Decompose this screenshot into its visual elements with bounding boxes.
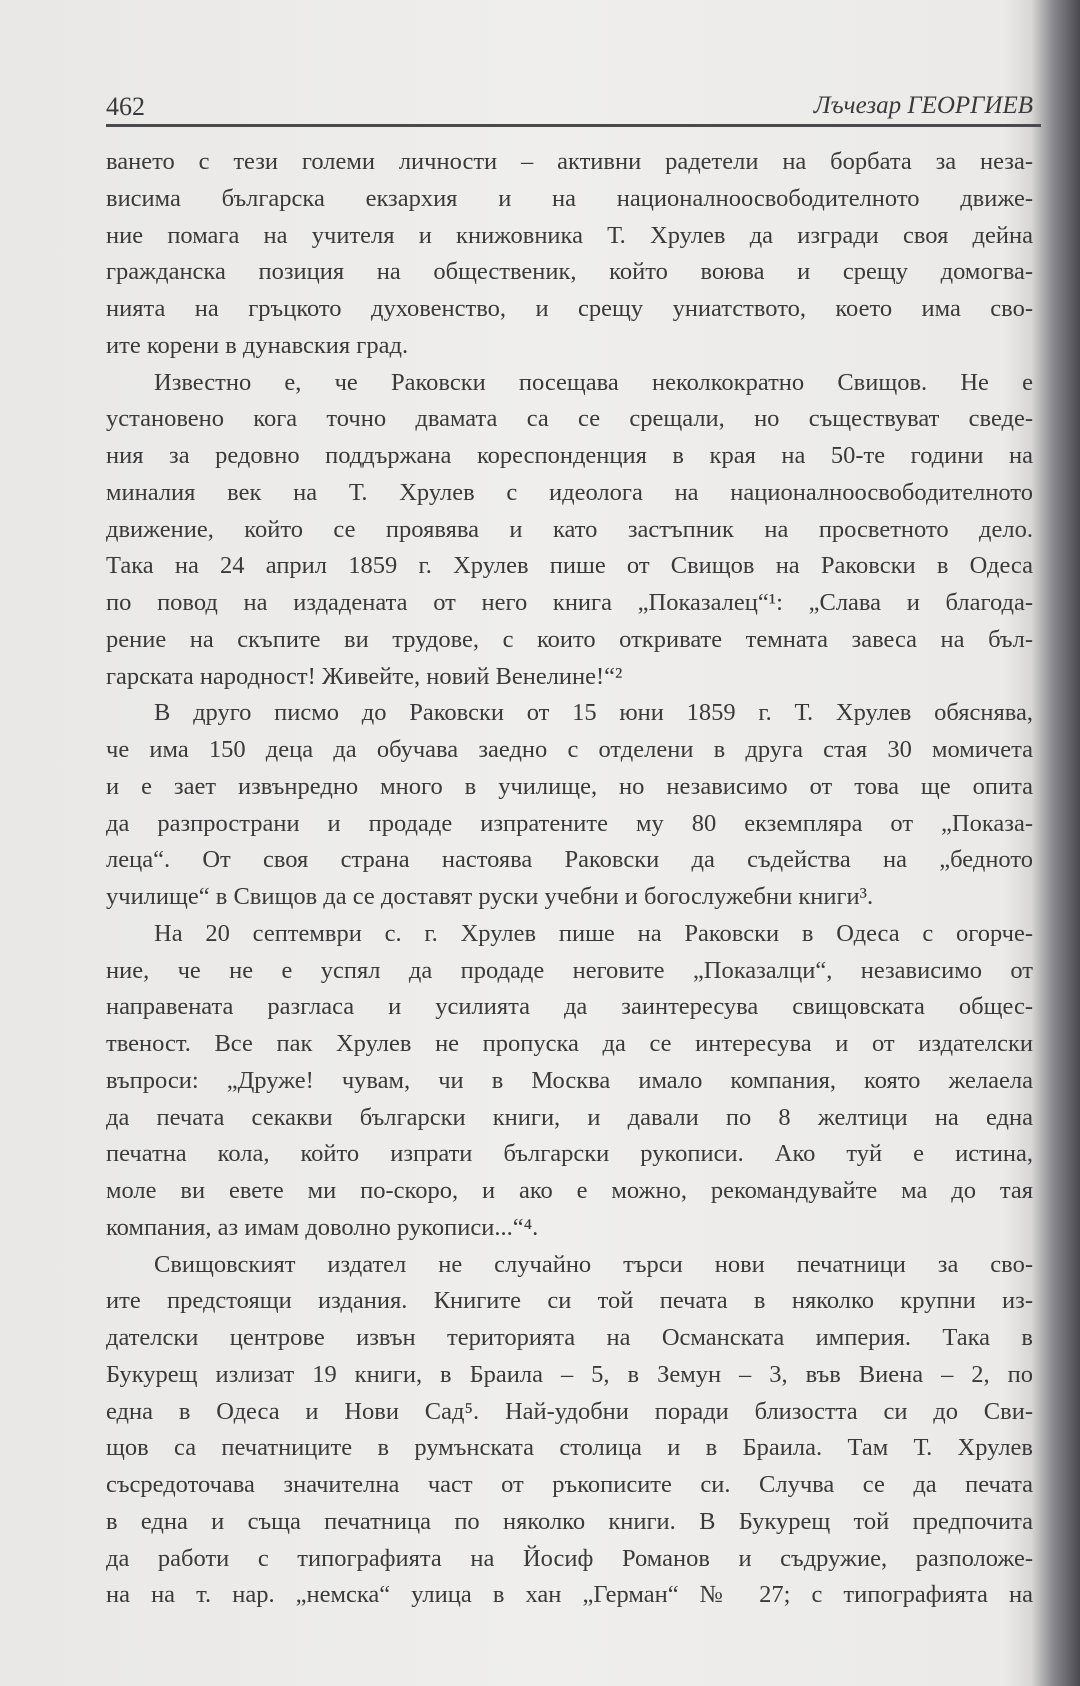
body-text <box>106 144 1033 1614</box>
text-line: дателски центрове извън територията на Османската империя. Така в <box>106 1324 1033 1351</box>
text-line: въпроси: „Друже! чувам, чи в Москва имало компания, която желаела <box>106 1066 1033 1094</box>
text-line: нията на гръцкото духовенство, и срещу униатството, което има сво- <box>106 295 1033 322</box>
text-line: моле ви евете ми по-скоро, и ако е можно, рекомандувайте ма до тая <box>106 1177 1033 1204</box>
text-line: печатна кола, който изпрати български рукописи. Ако туй е истина, <box>106 1140 1033 1168</box>
text-line: миналия век на Т. Хрулев с идеолога на националноосвободителното <box>106 478 1033 506</box>
text-line: ние помага на учителя и книжовника Т. Хрулев да изгради своя дейна <box>106 221 1033 249</box>
paragraph <box>106 144 1033 365</box>
text-line: гарската народност! Живейте, новий Венелине!“² <box>106 662 623 690</box>
text-line: ите корени в дунавския град. <box>106 331 409 359</box>
text-line: ния за редовно поддържана кореспонденция в края на 50-те години на <box>106 442 1033 469</box>
running-head-author: Лъчезар ГЕОРГИЕВ <box>813 92 1033 119</box>
text-line: че има 150 деца да обучава заедно с отделени в друга стая 30 момичета <box>106 736 1033 763</box>
text-line: ите предстоящи издания. Книгите си той печата в няколко крупни из- <box>106 1287 1033 1315</box>
text-line: и е зает извънредно много в училище, но независимо от това ще опита <box>106 772 1033 800</box>
text-line: Букурещ излизат 19 книги, в Браила – 5, в Земун – 3, във Виена – 2, по <box>106 1360 1033 1388</box>
text-line: На 20 септември с. г. Хрулев пише на Раковски в Одеса с огорче- <box>154 919 1033 947</box>
text-line: да работи с типографията на Йосиф Романов и съдружие, разположе- <box>106 1544 1033 1572</box>
text-line: твеност. Все пак Хрулев не пропуска да се интересува и от издателски <box>106 1030 1033 1057</box>
paragraph <box>106 1247 1033 1615</box>
text-line: Известно е, че Раковски посещава неколкократно Свищов. Не е <box>154 368 1033 396</box>
text-line: ние, че не е успял да продаде неговите „Показалци“, независимо от <box>106 956 1033 984</box>
text-line: компания, аз имам доволно рукописи...“⁴. <box>106 1213 539 1241</box>
running-header <box>106 92 1033 124</box>
text-line: една в Одеса и Нови Сад⁵. Най-удобни поради близостта си до Сви- <box>106 1397 1033 1425</box>
header-rule <box>106 124 1041 127</box>
text-line: движение, който се проявява и като застъпник на просветното дело. <box>106 515 1033 543</box>
text-line: ването с тези големи личности – активни радетели на борбата за неза- <box>106 148 1033 175</box>
text-line: по повод на издадената от него книга „Показалец“¹: „Слава и благода- <box>106 589 1033 616</box>
text-line: установено кога точно двамата са се срещали, но съществуват сведе- <box>106 405 1033 433</box>
text-line: да печата секакви български книги, и давали по 8 желтици на една <box>106 1103 1033 1131</box>
paragraph <box>106 695 1033 916</box>
text-line: щов са печатниците в румънската столица и в Браила. Там Т. Хрулев <box>106 1434 1033 1462</box>
text-line: направената разгласа и усилията да заинтересува свищовската общес- <box>106 993 1033 1021</box>
paragraph <box>106 365 1033 696</box>
text-line: да разпространи и продаде изпратените му 80 екземпляра от „Показа- <box>106 809 1033 837</box>
text-line: гражданска позиция на общественик, който воюва и срещу домогва- <box>106 258 1033 286</box>
text-line: висима българска екзархия и на националноосвободителното движе- <box>106 184 1033 212</box>
text-line: Свищовският издател не случайно търси нови печатници за сво- <box>154 1250 1033 1278</box>
paragraph <box>106 916 1033 1247</box>
text-line: в една и съща печатница по няколко книги. В Букурещ той предпочита <box>106 1507 1033 1535</box>
text-line: съсредоточава значителна част от ръкописите си. Случва се да печата <box>106 1471 1033 1498</box>
text-line: на на т. нар. „немска“ улица в хан „Герман“ № 27; с типографията на <box>106 1581 1033 1609</box>
page-number: 462 <box>106 92 145 121</box>
text-line: Така на 24 април 1859 г. Хрулев пише от Свищов на Раковски в Одеса <box>106 552 1033 580</box>
text-line: леца“. От своя страна настоява Раковски да съдейства на „бедното <box>106 846 1033 874</box>
text-line: рение на скъпите ви трудове, с които откривате темната завеса на бъл- <box>106 625 1033 653</box>
text-line: училище“ в Свищов да се доставят руски учебни и богослужебни книги³. <box>106 883 874 910</box>
text-line: В друго писмо до Раковски от 15 юни 1859 г. Т. Хрулев обяснява, <box>154 699 1033 727</box>
